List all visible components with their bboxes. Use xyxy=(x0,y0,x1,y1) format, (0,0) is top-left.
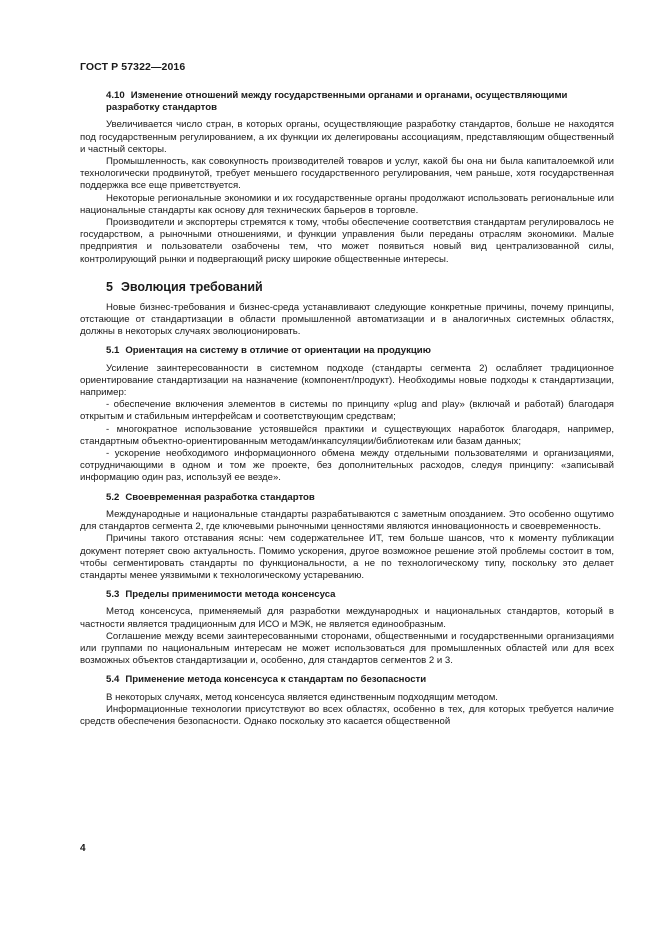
paragraph: Причины такого отставания ясны: чем содержательнее ИТ, тем больше шансов, что к моменту публикации документ потеряет свою актуальность. Помимо ускорения, другое возможное решение этой проблемы состоит в том, чтобы сегментировать стандарты по функциональности, а не по технологическому типу, поскольку это делает стандарты менее уязвимыми к технологическому устареванию. xyxy=(80,533,614,581)
document-header: ГОСТ Р 57322—2016 xyxy=(80,61,186,73)
section-number: 5.4 xyxy=(106,674,120,686)
section-number: 5.2 xyxy=(106,491,120,503)
section-5-2-heading xyxy=(80,492,614,504)
section-number: 5.1 xyxy=(106,345,120,357)
paragraph: В некоторых случаях, метод консенсуса является единственным подходящим методом. xyxy=(106,691,498,703)
section-number: 4.10 xyxy=(106,90,125,101)
section-5-1-heading xyxy=(80,345,614,357)
paragraph: Метод консенсуса, применяемый для разработки международных и национальных стандартов, который в частности является традиционным для ИСО и МЭК, не является единообразным. xyxy=(80,606,614,630)
section-number: 5.3 xyxy=(106,589,120,601)
paragraph: Новые бизнес-требования и бизнес-среда устанавливают следующие конкретные причины, почему принципы, отстающие от стандартизации в области промышленной автоматизации и в аналогичных системных областях, должны в некоторых случаях эволюционировать. xyxy=(80,301,614,338)
list-item: - обеспечение включения элементов в системы по принципу «plug and play» (включай и работай) благодаря открытым и стабильным интерфейсам и соответствующим средствам; xyxy=(80,399,614,423)
section-title: Изменение отношений между государственными органами и органами, осуществляющими разработку стандартов xyxy=(106,90,568,114)
list-item: - ускорение необходимого информационного обмена между отдельными пользователями и организациями, сотрудничающими в одном и том же проекте, без дополнительных расходов, следуя принципу: «записывай информацию один раз, используй ее везде». xyxy=(80,448,614,484)
paragraph: Международные и национальные стандарты разрабатываются с заметным опозданием. Это особенно ощутимо для стандартов сегмента 2, где ключевыми рыночными ценностями являются инновационность и своевременность. xyxy=(80,508,614,533)
page-number: 4 xyxy=(80,843,86,854)
section-title: Пределы применимости метода консенсуса xyxy=(125,589,336,601)
section-5-heading xyxy=(80,280,614,294)
paragraph: Промышленность, как совокупность производителей товаров и услуг, какой бы она ни была капиталоемкой или технологически продвинутой, требует меньшего государственного регулирования, чем раньше, хотя государственная поддержка все еще приветствуется. xyxy=(80,156,614,192)
section-5-4-heading xyxy=(80,674,614,686)
document-body xyxy=(80,90,614,728)
paragraph: Увеличивается число стран, в которых органы, осуществляющие разработку стандартов, больше не находятся под государственным регулированием, а их функции их делегированы ассоциациям, представляющим общественный и частный секторы. xyxy=(80,119,614,155)
list-item: - многократное использование устоявшейся практики и существующих наработок благодаря, например, стандартным объектно-ориентированным методам/инкапсуляции/библиотекам или базам данных; xyxy=(80,423,614,447)
paragraph: Усиление заинтересованности в системном подходе (стандарты сегмента 2) ослабляет традиционное ориентирование стандартизации на назначение (компонент/продукт). Необходимы новые подходы к стандартизации, например: xyxy=(80,362,614,399)
section-title: Применение метода консенсуса к стандартам по безопасности xyxy=(125,674,427,686)
section-title: Своевременная разработка стандартов xyxy=(125,491,315,503)
section-5-3-heading xyxy=(80,589,614,601)
paragraph: Информационные технологии присутствуют во всех областях, особенно в тех, для которых требуется наличие средств обеспечения безопасности. Однако поскольку это касается общественной xyxy=(80,703,614,727)
section-title: Ориентация на систему в отличие от ориентации на продукцию xyxy=(125,345,431,357)
section-4-10-heading xyxy=(80,90,614,114)
section-number: 5 xyxy=(106,279,113,294)
paragraph: Некоторые региональные экономики и их государственные органы продолжают использовать региональные или национальные стандарты как основу для технических барьеров в торговле. xyxy=(80,192,614,216)
section-title: Эволюция требований xyxy=(120,279,263,294)
paragraph: Соглашение между всеми заинтересованными сторонами, общественными и государственными организациями или группами по национальным интересам не может использоваться для промышленных областей или для всех возможных объектов стандартизации и, особенно, для стандартов сегментов 2 и 3. xyxy=(80,630,614,667)
paragraph: Производители и экспортеры стремятся к тому, чтобы обеспечение соответствия стандартам регулировалось не государством, а рыночными отношениями, и функции управления были переданы отраслям экономики. Малые предприятия и пользователи озабочены тем, что может появиться новый вид централизованной силы, контролирующий рынки и подвергающий риску широкие общественные интересы. xyxy=(80,217,614,265)
